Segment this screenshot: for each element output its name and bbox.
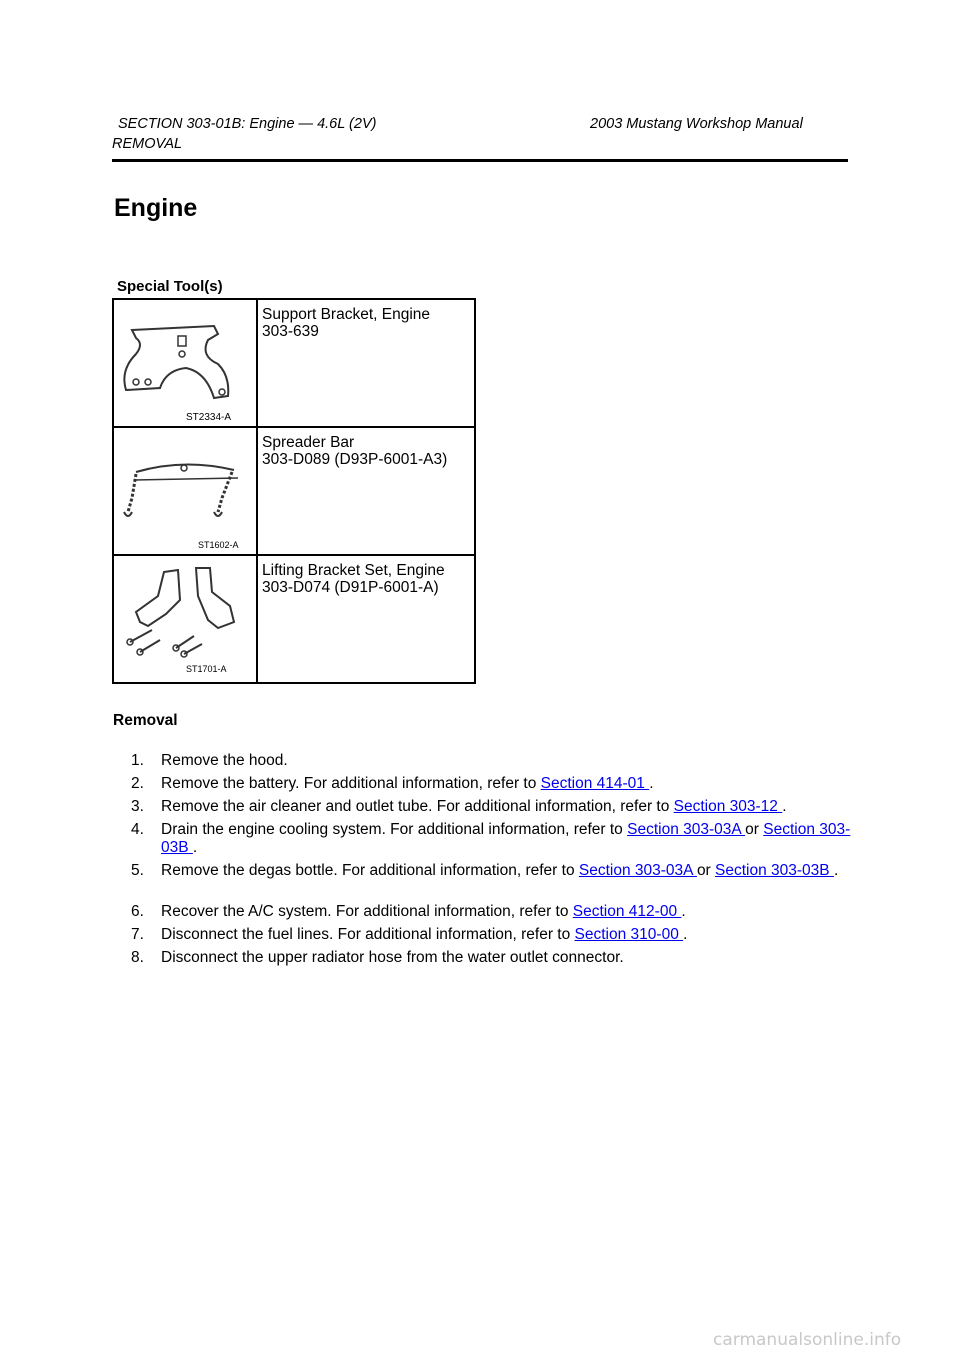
tool-number: 303-D089 (D93P-6001-A3) <box>262 451 448 468</box>
manual-title: 2003 Mustang Workshop Manual <box>590 116 803 132</box>
special-tools-table <box>112 298 476 684</box>
step-text <box>161 821 851 857</box>
tool-row <box>113 299 475 427</box>
step-number: 6. <box>131 903 144 920</box>
step-number: 4. <box>131 821 144 838</box>
step-number: 2. <box>131 775 144 792</box>
step-text <box>161 775 851 793</box>
tool-description <box>257 299 475 427</box>
tool-row <box>113 427 475 555</box>
spreader-bar-illustration <box>114 428 256 554</box>
step-number: 1. <box>131 752 144 769</box>
step-mid: or <box>696 862 716 879</box>
step-text <box>161 798 851 816</box>
tool-number: 303-639 <box>262 323 319 340</box>
section-link[interactable]: Section 414-01 <box>540 775 650 792</box>
step-mid: or <box>745 821 764 838</box>
step-end: . <box>833 862 839 879</box>
lifting-bracket-illustration <box>114 556 256 682</box>
tool-image-cell <box>113 299 257 427</box>
step-body: Remove the air cleaner and outlet tube. For additional information, refer to <box>161 798 674 815</box>
step-number: 8. <box>131 949 144 966</box>
step-body: Drain the engine cooling system. For additional information, refer to <box>161 821 628 838</box>
step-text <box>161 903 851 921</box>
section-link[interactable]: Section 303-03A <box>578 862 697 879</box>
section-link[interactable]: Section 310-00 <box>574 926 684 943</box>
tool-description <box>257 427 475 555</box>
step-text <box>161 752 851 770</box>
tool-number: 303-D074 (D91P-6001-A) <box>262 579 439 596</box>
step-end: . <box>192 839 198 856</box>
step-end: . <box>683 926 688 943</box>
tool-row <box>113 555 475 683</box>
step-text <box>161 949 851 967</box>
watermark: carmanualsonline.info <box>713 1330 902 1350</box>
step-text <box>161 926 851 944</box>
tool-name: Spreader Bar <box>262 434 355 451</box>
section-link[interactable]: Section 303-03B <box>161 821 851 856</box>
step-number: 7. <box>131 926 144 943</box>
step-number: 3. <box>131 798 144 815</box>
tool-name: Lifting Bracket Set, Engine <box>262 562 445 579</box>
step-number: 5. <box>131 862 144 879</box>
step-end: . <box>649 775 654 792</box>
support-bracket-illustration <box>114 300 256 426</box>
step-body: Disconnect the upper radiator hose from the water outlet connector. <box>161 949 624 966</box>
tool-image-cell <box>113 555 257 683</box>
step-body: Disconnect the fuel lines. For additional information, refer to <box>161 926 575 943</box>
step-end: . <box>782 798 787 815</box>
section-link[interactable]: Section 303-03A <box>627 821 746 838</box>
tool-image-cell <box>113 427 257 555</box>
header-divider <box>112 159 848 162</box>
step-text <box>161 862 851 880</box>
step-body: Remove the hood. <box>161 752 288 769</box>
step-end: . <box>681 903 686 920</box>
special-tools-heading: Special Tool(s) <box>117 278 223 295</box>
step-body: Remove the battery. For additional information, refer to <box>161 775 541 792</box>
tool-image-label: ST1701-A <box>186 664 227 674</box>
step-body: Remove the degas bottle. For additional information, refer to <box>161 862 579 879</box>
section-link[interactable]: Section 303-03B <box>715 862 834 879</box>
tool-image-label: ST1602-A <box>198 540 239 550</box>
page-title: Engine <box>114 194 198 222</box>
step-body: Recover the A/C system. For additional information, refer to <box>161 903 573 920</box>
subheading: REMOVAL <box>112 136 183 152</box>
tool-name: Support Bracket, Engine <box>262 306 431 323</box>
tool-image-label: ST2334-A <box>186 412 232 423</box>
tool-description <box>257 555 475 683</box>
section-title: SECTION 303-01B: Engine — 4.6L (2V) <box>118 116 377 132</box>
removal-heading: Removal <box>113 712 178 729</box>
section-link[interactable]: Section 412-00 <box>572 903 682 920</box>
section-link[interactable]: Section 303-12 <box>673 798 783 815</box>
